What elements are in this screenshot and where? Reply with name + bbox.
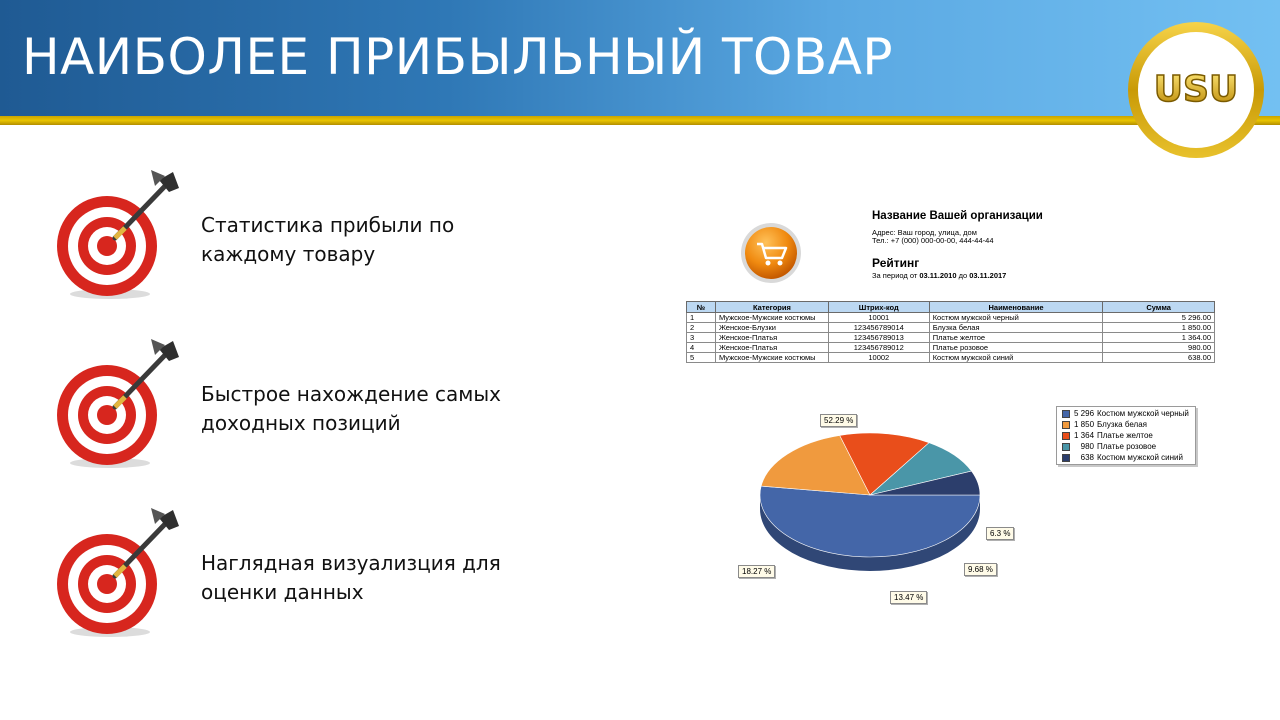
report-period: За период от 03.11.2010 до 03.11.2017 [872,271,1007,280]
table-row [687,353,1215,363]
table-header-row [687,302,1215,313]
cell-number: 4 [687,343,716,353]
cell-name: Костюм мужской черный [929,313,1103,323]
legend-item: 5 296 Костюм мужской черный [1062,409,1189,419]
cell-category: Мужское-Мужские костюмы [715,353,828,363]
report-table [686,301,1215,363]
cell-category: Женское-Блузки [715,323,828,333]
cell-sum: 980.00 [1103,343,1215,353]
cell-barcode: 123456789012 [828,343,929,353]
pie-label-percent: 52.29 % [820,414,857,427]
cell-barcode: 123456789014 [828,323,929,333]
cell-name: Костюм мужской синий [929,353,1103,363]
target-icon [55,166,190,301]
legend-swatch [1062,421,1070,429]
cell-barcode: 10001 [828,313,929,323]
cell-sum: 1 850.00 [1103,323,1215,333]
shopping-cart-icon [740,222,802,284]
cell-category: Женское-Платья [715,343,828,353]
legend-item: 980 Платье розовое [1062,442,1156,452]
cell-sum: 638.00 [1103,353,1215,363]
pie-chart [740,420,1000,610]
cell-number: 2 [687,323,716,333]
cell-sum: 5 296.00 [1103,313,1215,323]
legend-swatch [1062,454,1070,462]
header-gold-line [0,116,1280,125]
bullet-text-3: Наглядная визуализция для оценки данных [201,551,501,604]
cell-sum: 1 364.00 [1103,333,1215,343]
cell-name: Платье розовое [929,343,1103,353]
pie-label-percent: 13.47 % [890,591,927,604]
column-header: Наименование [929,302,1103,313]
bullet-text-1: Статистика прибыли по каждому товару [201,213,455,266]
cell-number: 1 [687,313,716,323]
table-row [687,323,1215,333]
column-header: № [687,302,716,313]
cell-barcode: 10002 [828,353,929,363]
table-row [687,313,1215,323]
bullet-text-2: Быстрое нахождение самых доходных позиций [201,382,502,435]
target-icon [55,335,190,470]
legend-item: 1 364 Платье желтое [1062,431,1153,441]
cell-category: Мужское-Мужские костюмы [715,313,828,323]
legend-swatch [1062,443,1070,451]
cell-name: Блузка белая [929,323,1103,333]
org-name: Название Вашей организации [872,210,1043,222]
legend-swatch [1062,432,1070,440]
org-address: Адрес: Ваш город, улица, дом [872,228,977,237]
table-row [687,333,1215,343]
report-title: Рейтинг [872,256,920,270]
pie-label-percent: 9.68 % [964,563,997,576]
legend-item: 638 Костюм мужской синий [1062,453,1183,463]
usu-logo [1126,20,1266,160]
page-title: НАИБОЛЕЕ ПРИБЫЛЬНЫЙ ТОВАР [22,28,894,86]
target-icon [55,504,190,639]
cell-number: 5 [687,353,716,363]
column-header: Сумма [1103,302,1215,313]
org-phone: Тел.: +7 (000) 000-00-00, 444-44-44 [872,236,994,245]
legend-swatch [1062,410,1070,418]
column-header: Штрих-код [828,302,929,313]
pie-label-percent: 18.27 % [738,565,775,578]
cell-category: Женское-Платья [715,333,828,343]
table-row [687,343,1215,353]
legend-item: 1 850 Блузка белая [1062,420,1147,430]
cell-number: 3 [687,333,716,343]
logo-text: USU [1153,69,1239,110]
cell-name: Платье желтое [929,333,1103,343]
column-header: Категория [715,302,828,313]
cell-barcode: 123456789013 [828,333,929,343]
pie-label-percent: 6.3 % [986,527,1014,540]
chart-legend [1056,406,1196,465]
